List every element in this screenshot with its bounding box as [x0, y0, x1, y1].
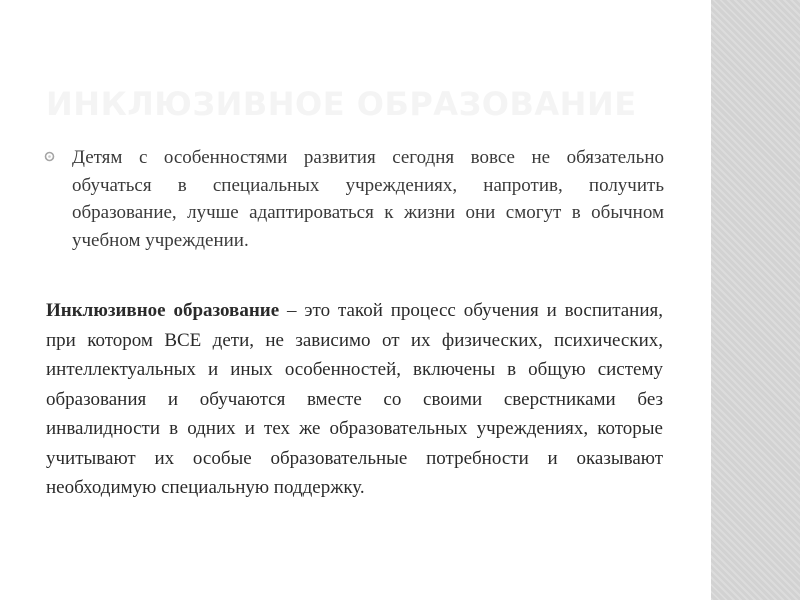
- definition-paragraph: [46, 296, 663, 503]
- definition-term: Инклюзивное образование: [46, 300, 280, 321]
- definition-end: .: [359, 477, 365, 498]
- slide-title: ИНКЛЮЗИВНОЕ ОБРАЗОВАНИЕ: [46, 85, 637, 123]
- bullet-text: Детям с особенностями развития сегодня вовсе не обязательно обучаться в специальных учреждениях, напротив, получить образование, лучше адаптироваться к жизни они смогут в обычном учебном учреждении.: [72, 147, 664, 251]
- decorative-side-stripe: [711, 0, 800, 600]
- bullet-paragraph: [44, 144, 664, 254]
- definition-text: – это такой процесс обучения и воспитания, при котором ВСЕ дети, не зависимо от их физических, психических, интеллектуальных и иных особенностей, включены в общую систему образования и обучаются вместе со своими сверстниками без инвалидности в одних и тех же образовательных учреждениях, которые учитывают их особые образовательные потребности и оказывают необходимую специальную поддержку: [46, 300, 663, 498]
- hollow-circle-bullet-icon: [44, 151, 55, 162]
